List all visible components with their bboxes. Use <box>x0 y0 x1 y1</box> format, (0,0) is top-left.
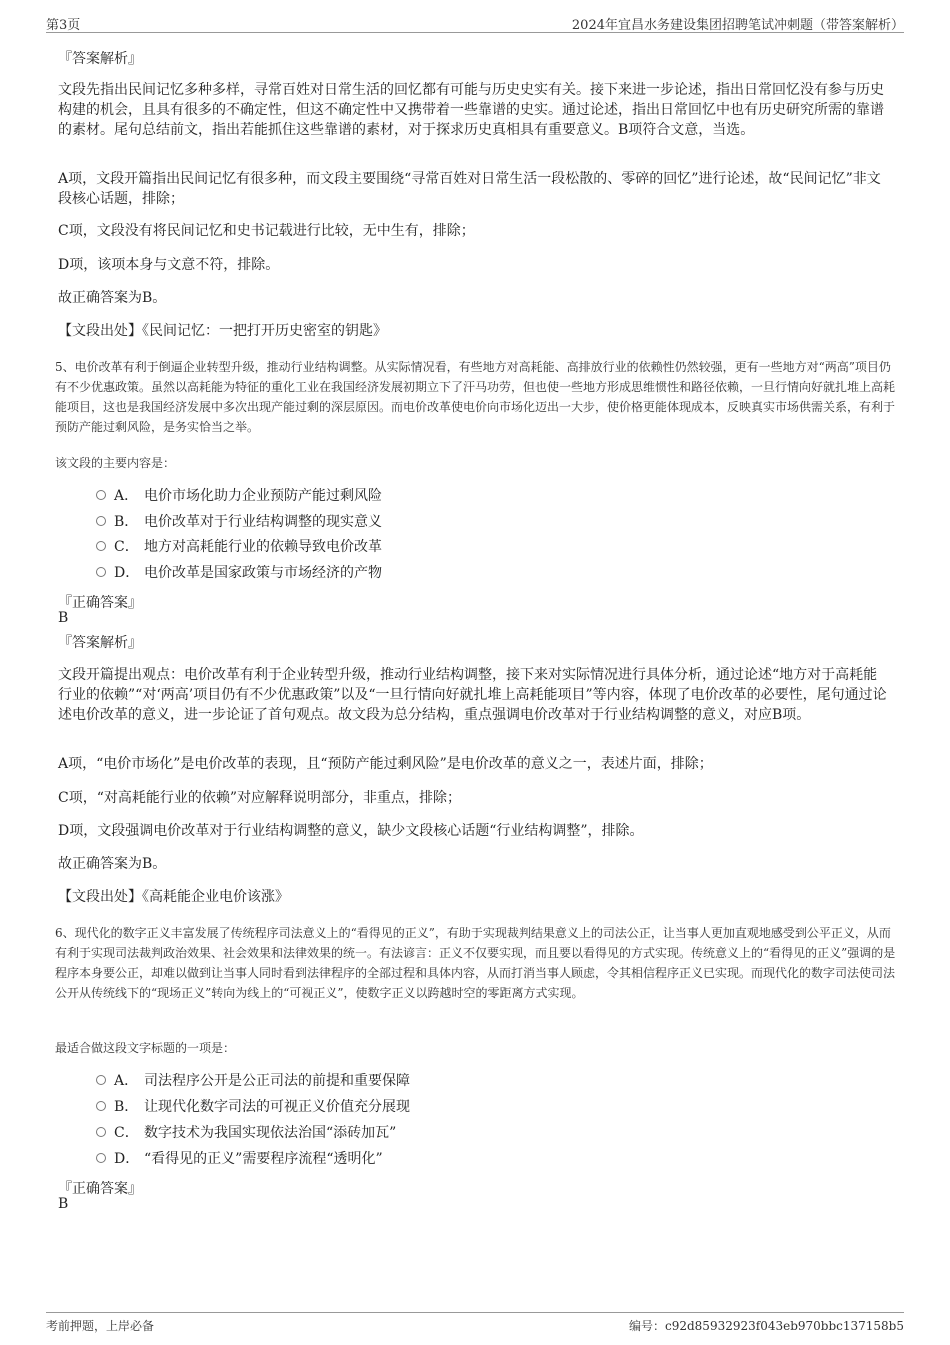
q4-note-d: D项，该项本身与文意不符，排除。 <box>58 257 280 273</box>
q5-analysis: 文段开篇提出观点：电价改革有利于企业转型升级，推动行业结构调整，接下来对实际情况进行具体分析，通过论述“地方对于高耗能行业的依赖”“对‘两高’项目仍有不少优惠政策”以及“一旦行情向好就扎堆上高耗能项目”等内容，体现了电价改革的必要性，尾句通过论述电价改革的意义，进一步论证了首句观点。故文段为总分结构，重点强调电价改革对于行业结构调整的意义，对应B项。 <box>58 667 887 723</box>
q4-conclusion: 故正确答案为B。 <box>58 290 167 306</box>
radio-icon[interactable] <box>96 1075 106 1085</box>
q5-answer-label: 『正确答案』 <box>58 595 142 611</box>
document-title: 2024年宜昌水务建设集团招聘笔试冲刺题（带答案解析） <box>571 18 904 33</box>
q6-option-a[interactable]: A． 司法程序公开是公正司法的前提和重要保障 <box>96 1071 410 1091</box>
q4-analysis: 文段先指出民间记忆多种多样，寻常百姓对日常生活的回忆都有可能与历史史实有关。接下来进一步论述，指出日常回忆没有参与历史构建的机会，且具有很多的不确定性，但这不确定性中又携带着一些靠谱的史实。通过论述，指出日常回忆中也有历史研究所需的靠谱的素材。尾句总结前文，指出若能抓住这些靠谱的素材，对于探求历史真相具有重要意义。B项符合文意，当选。 <box>58 82 884 138</box>
q5-conclusion: 故正确答案为B。 <box>58 856 167 872</box>
q6-question: 最适合做这段文字标题的一项是： <box>55 1041 236 1055</box>
q4-source: 【文段出处】《民间记忆：一把打开历史密室的钥匙》 <box>58 323 387 339</box>
radio-icon[interactable] <box>96 1127 106 1137</box>
option-text: “看得见的正义”需要程序流程“透明化” <box>144 1151 383 1167</box>
q4-note-c: C项，文段没有将民间记忆和史书记载进行比较，无中生有，排除； <box>58 223 475 239</box>
q5-analysis-label: 『答案解析』 <box>58 635 142 651</box>
q5-question: 该文段的主要内容是： <box>55 456 176 470</box>
q5-answer: B <box>58 610 69 626</box>
q6-answer-label: 『正确答案』 <box>58 1181 142 1197</box>
q5-option-c[interactable]: C． 地方对高耗能行业的依赖导致电价改革 <box>96 537 382 557</box>
page-footer <box>46 1312 904 1335</box>
radio-icon[interactable] <box>96 541 106 551</box>
q6-stem: 6、现代化的数字正义丰富发展了传统程序司法意义上的“看得见的正义”，有助于实现裁判结果意义上的司法公正，让当事人更加直观地感受到公平正义，从而有利于实现司法裁判政治效果、社会效果和法律效果的统一。有法谚言：正义不仅要实现，而且要以看得见的方式实现。传统意义上的“看得见的正义”强调的是程序本身要公正，却难以做到让当事人同时看到法律程序的全部过程和具体内容，从而打消当事人顾虑，令其相信程序正义已实现。而现代化的数字司法使司法公开从传统线下的“现场正义”转向为线上的“可视正义”，使数字正义以跨越时空的零距离方式实现。 <box>55 926 896 1000</box>
radio-icon[interactable] <box>96 1101 106 1111</box>
q5-stem: 5、电价改革有利于倒逼企业转型升级，推动行业结构调整。从实际情况看，有些地方对高耗能、高排放行业的依赖性仍然较强，更有一些地方对“两高”项目仍有不少优惠政策。虽然以高耗能为特征的重化工业在我国经济发展初期立下了汗马功劳，但也使一些地方形成思维惯性和路径依赖，一旦行情向好就扎堆上高耗能项目，这也是我国经济发展中多次出现产能过剩的深层原因。而电价改革使电价向市场化迈出一大步，使价格更能体现成本，反映真实市场供需关系，有利于预防产能过剩风险，是务实恰当之举。 <box>55 360 896 434</box>
radio-icon[interactable] <box>96 567 106 577</box>
q4-note-a: A项，文段开篇指出民间记忆有很多种，而文段主要围绕“寻常百姓对日常生活一段松散的、零碎的回忆”进行论述，故“民间记忆”非文段核心话题，排除； <box>58 171 881 207</box>
option-text: 司法程序公开是公正司法的前提和重要保障 <box>144 1073 410 1089</box>
footer-slogan: 考前押题，上岸必备 <box>46 1319 155 1333</box>
option-text: 地方对高耗能行业的依赖导致电价改革 <box>144 539 382 555</box>
option-text: 让现代化数字司法的可视正义价值充分展现 <box>144 1099 410 1115</box>
q5-note-d: D项，文段强调电价改革对于行业结构调整的意义，缺少文段核心话题“行业结构调整”，排除。 <box>58 823 644 839</box>
q6-option-d[interactable]: D． “看得见的正义”需要程序流程“透明化” <box>96 1149 383 1169</box>
q6-option-c[interactable]: C． 数字技术为我国实现依法治国“添砖加瓦” <box>96 1123 396 1143</box>
option-text: 电价改革是国家政策与市场经济的产物 <box>144 565 382 581</box>
q6-option-b[interactable]: B． 让现代化数字司法的可视正义价值充分展现 <box>96 1097 410 1117</box>
q6-answer: B <box>58 1196 69 1212</box>
option-text: 电价改革对于行业结构调整的现实意义 <box>144 514 382 530</box>
q5-option-d[interactable]: D． 电价改革是国家政策与市场经济的产物 <box>96 563 382 583</box>
option-text: 电价市场化助力企业预防产能过剩风险 <box>144 488 382 504</box>
q5-option-a[interactable]: A． 电价市场化助力企业预防产能过剩风险 <box>96 486 382 506</box>
radio-icon[interactable] <box>96 490 106 500</box>
page-header <box>46 12 904 33</box>
radio-icon[interactable] <box>96 516 106 526</box>
radio-icon[interactable] <box>96 1153 106 1163</box>
document-id: 编号：c92d85932923f043eb970bbc137158b5 <box>629 1319 904 1333</box>
q5-option-b[interactable]: B． 电价改革对于行业结构调整的现实意义 <box>96 512 382 532</box>
q5-source: 【文段出处】《高耗能企业电价该涨》 <box>58 889 289 905</box>
q4-analysis-label: 『答案解析』 <box>58 51 142 67</box>
q5-note-c: C项，“对高耗能行业的依赖”对应解释说明部分，非重点，排除； <box>58 790 462 806</box>
page-number: 第3页 <box>46 18 81 33</box>
q5-note-a: A项，“电价市场化”是电价改革的表现，且“预防产能过剩风险”是电价改革的意义之一，表述片面，排除； <box>58 756 713 772</box>
option-text: 数字技术为我国实现依法治国“添砖加瓦” <box>144 1125 397 1141</box>
